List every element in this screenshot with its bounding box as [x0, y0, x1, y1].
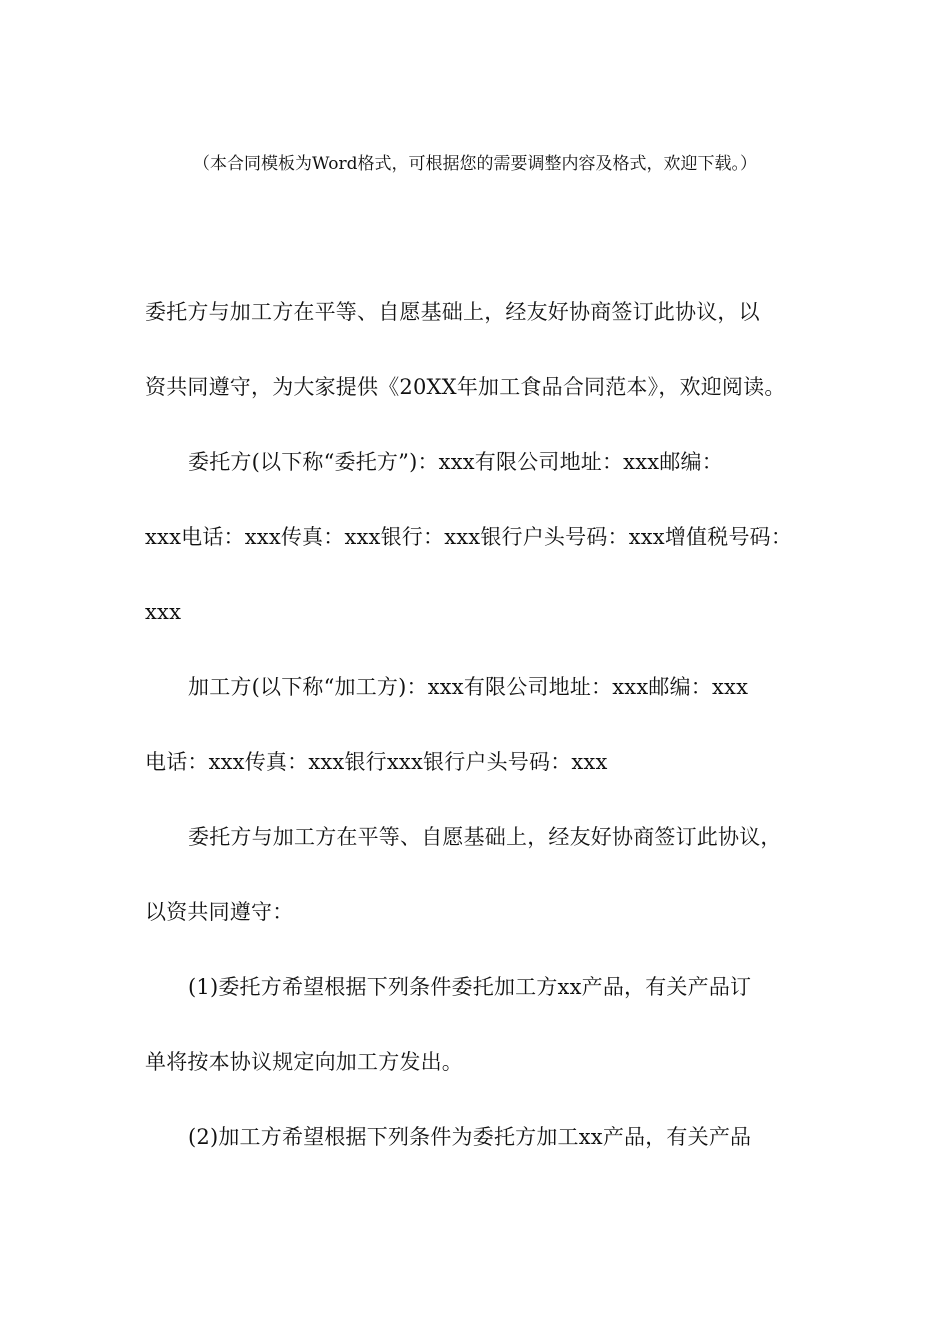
paragraph-line: xxx — [145, 600, 182, 624]
paragraph-line: 单将按本协议规定向加工方发出。 — [145, 1050, 463, 1074]
paragraph-line: 以资共同遵守： — [145, 900, 294, 924]
paragraph-line: xxx电话：xxx传真：xxx银行：xxx银行户头号码：xxx增值税号码： — [145, 525, 793, 549]
paragraph-line: 委托方与加工方在平等、自愿基础上，经友好协商签订此协议， — [188, 825, 782, 849]
paragraph-line: 委托方(以下称“委托方”)：xxx有限公司地址：xxx邮编： — [188, 450, 723, 474]
paragraph-line: (2)加工方希望根据下列条件为委托方加工xx产品，有关产品 — [188, 1125, 752, 1149]
paragraph-line: (1)委托方希望根据下列条件委托加工方xx产品，有关产品订 — [188, 975, 752, 999]
paragraph-line: 资共同遵守，为大家提供《20XX年加工食品合同范本》，欢迎阅读。 — [145, 375, 786, 399]
paragraph-line: 电话：xxx传真：xxx银行xxx银行户头号码：xxx — [145, 750, 608, 774]
template-note: （本合同模板为Word格式，可根据您的需要调整内容及格式，欢迎下载。） — [192, 154, 758, 174]
paragraph-line: 委托方与加工方在平等、自愿基础上，经友好协商签订此协议，以 — [145, 300, 760, 324]
paragraph-line: 加工方(以下称“加工方)：xxx有限公司地址：xxx邮编：xxx — [188, 675, 749, 699]
